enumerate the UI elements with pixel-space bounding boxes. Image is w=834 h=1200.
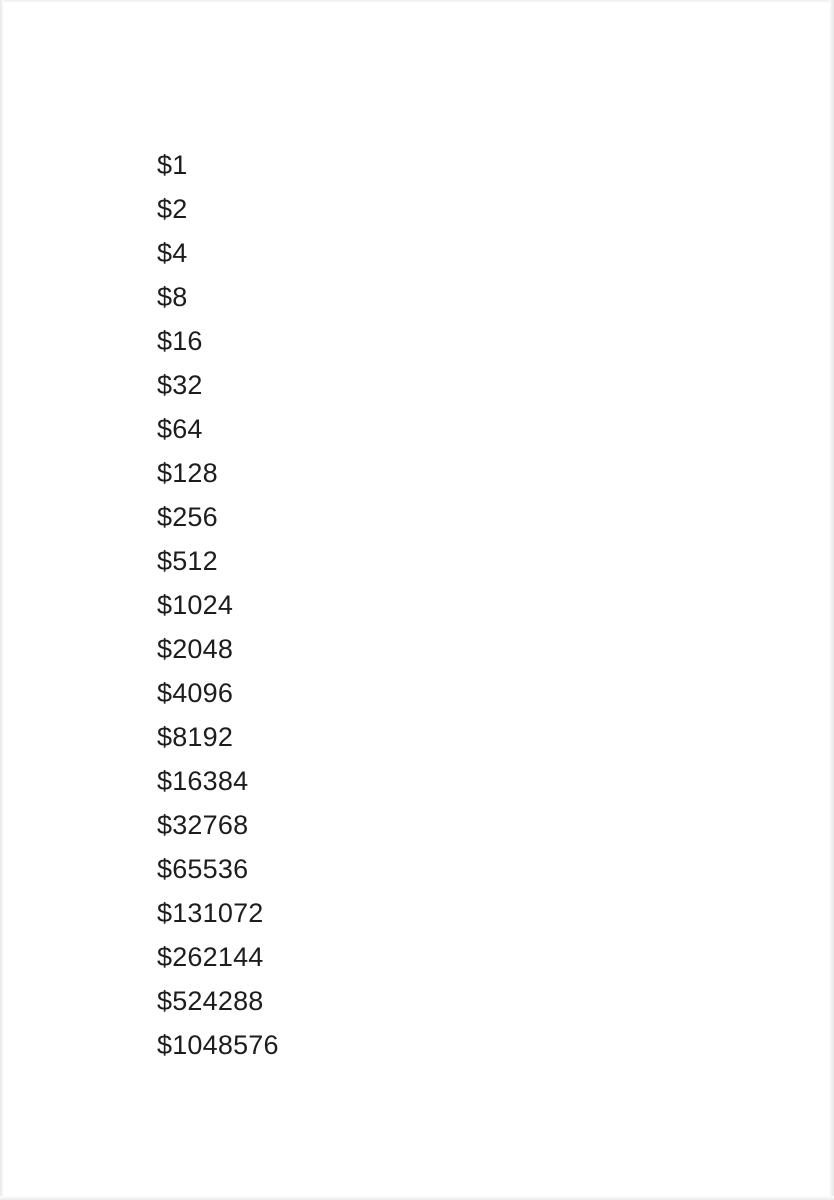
list-item: $1 xyxy=(157,150,188,180)
page-edge-top xyxy=(0,0,834,3)
list-item: $32768 xyxy=(157,810,249,840)
list-item: $512 xyxy=(157,546,218,576)
list-item: $524288 xyxy=(157,986,264,1016)
list-item: $8192 xyxy=(157,722,234,752)
list-item: $64 xyxy=(157,414,203,444)
list-item: $8 xyxy=(157,282,188,312)
list-item: $128 xyxy=(157,458,218,488)
page-edge-bottom xyxy=(0,1196,834,1200)
list-item: $16384 xyxy=(157,766,249,796)
list-item: $4 xyxy=(157,238,188,268)
list-item: $2 xyxy=(157,194,188,224)
list-item: $16 xyxy=(157,326,203,356)
page-edge-right xyxy=(829,0,834,1200)
page-edge-left xyxy=(0,0,4,1200)
list-item: $2048 xyxy=(157,634,234,664)
list-item: $1024 xyxy=(157,590,234,620)
list-item: $1048576 xyxy=(157,1030,279,1060)
list-item: $131072 xyxy=(157,898,264,928)
list-item: $4096 xyxy=(157,678,234,708)
amount-list xyxy=(157,143,279,1067)
list-item: $65536 xyxy=(157,854,249,884)
list-item: $256 xyxy=(157,502,218,532)
list-item: $32 xyxy=(157,370,203,400)
list-item: $262144 xyxy=(157,942,264,972)
